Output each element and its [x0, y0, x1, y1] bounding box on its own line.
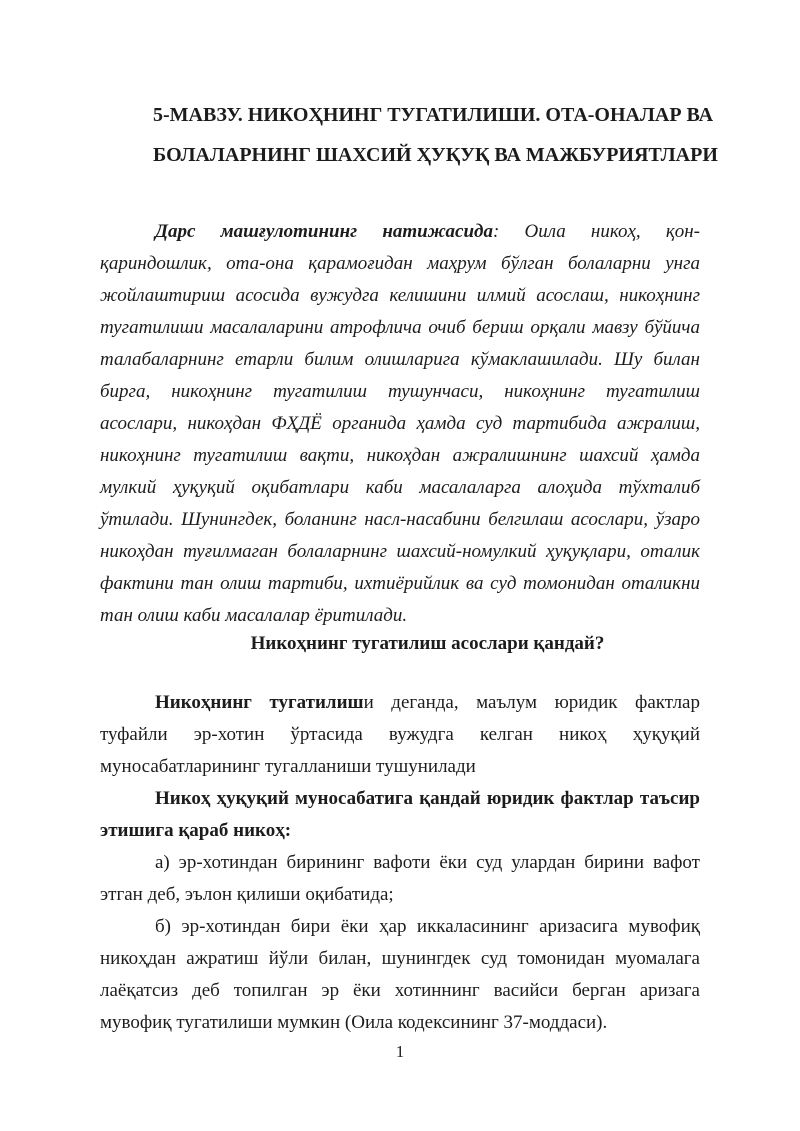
list-item-b: б) эр-хотиндан бири ёки ҳар иккаласининг аризасига мувофиқ никоҳдан ажратиш йўли билан, шунингдек суд томонидан муомалага лаёқатсиз деб топилган эр ёки хотиннинг васийси берган аризага мувофиқ тугатилиши мумкин (Оила кодексининг 37-моддаси). [100, 916, 700, 1033]
definition-term: Никоҳнинг тугатилиш [155, 692, 364, 713]
list-item-a: а) эр-хотиндан бирининг вафоти ёки суд улардан бирини вафот этган деб, эълон қилиши оқибатида; [100, 852, 700, 905]
intro-paragraph [100, 216, 700, 632]
question-paragraph: Никоҳ ҳуқуқий муносабатига қандай юридик фактлар таъсир этишига қараб никоҳ: [100, 788, 700, 841]
intro-body: : Оила никоҳ, қон-қариндошлик, ота-она қарамоғидан маҳрум бўлган болаларни унга жойлаштириш асосида вужудга келишини илмий асослаш, никоҳнинг тугатилиши масалаларини атрофлича очиб бериш орқали мавзу бўйича талабаларнинг етарли билим олишларига кўмаклашилади. Шу билан бирга, никоҳнинг тугатилиш тушунчаси, никоҳнинг тугатилиш асослари, никоҳдан ФҲДЁ органида ҳамда суд тартибида ажралиш, никоҳнинг тугатилиш вақти, никоҳдан ажралишнинг шахсий ҳамда мулкий ҳуқуқий оқибатлари каби масалаларга алоҳида тўхталиб ўтилади. Шунингдек, боланинг насл-насабини белгилаш асослари, ўзаро никоҳдан туғилмаган болаларнинг шахсий-номулкий ҳуқуқлари, оталик фактини тан олиш тартиби, ихтиёрийлик ва суд томонидан оталикни тан олиш каби масалалар ёритилади. [100, 221, 700, 626]
document-body [100, 687, 700, 1039]
definition-text: и деганда, маълум юридик фактлар туфайли эр-хотин ўртасида вужудга келган никоҳ ҳуқуқий муносабатларининг тугалланиши тушунилади [100, 692, 700, 777]
document-title [153, 95, 753, 175]
intro-lead: Дарс машғулотининг натижасида [155, 221, 493, 242]
document-title-line-1: 5-МАВЗУ. НИКОҲНИНГ ТУГАТИЛИШИ. ОТА-ОНАЛАР ВА [153, 104, 714, 126]
document-title-line-2: БОЛАЛАРНИНГ ШАХСИЙ ҲУҚУҚ ВА МАЖБУРИЯТЛАРИ [153, 144, 718, 166]
definition-paragraph [100, 687, 700, 783]
page-number: 1 [395, 1042, 405, 1061]
section-heading: Никоҳнинг тугатилиш асослари қандай? [250, 633, 605, 654]
